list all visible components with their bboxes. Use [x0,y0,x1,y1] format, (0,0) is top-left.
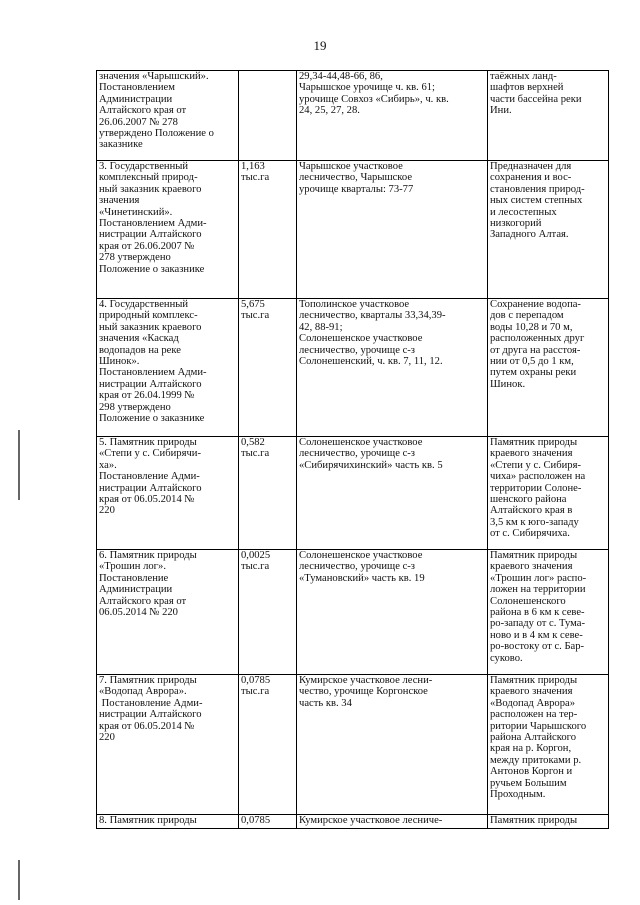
purpose-cell-line: чиха» расположен на [490,471,586,483]
object-name-cell-line: нистрации Алтайского [99,482,202,494]
location-cell-line: Тополинское участковое [299,299,410,310]
object-name-cell-line: 220 [99,505,115,517]
object-name-cell-line: Шинок». [99,356,140,368]
table-row [97,299,609,437]
location-cell-line: часть кв. 34 [299,697,352,709]
purpose-cell-line: Памятник природы [490,550,578,561]
table-row [97,437,609,550]
table-row [97,550,609,675]
object-name-cell-line: «Водопад Аврора». [99,686,187,698]
object-name-cell-line: 8. Памятник природы [99,815,197,826]
location-cell [297,71,488,161]
object-name-cell-line: ный заказник краевого [99,321,202,333]
object-name-cell-line: Администрации [99,93,173,105]
object-name-cell-line: Администрации [99,584,173,596]
purpose-cell [488,675,609,815]
table-body [97,71,609,829]
purpose-cell-line: Ини. [490,105,512,117]
area-cell: 0,0785 [239,815,297,829]
purpose-cell-line: сохранения и вос- [490,172,572,184]
object-name-cell-line: «Степи у с. Сибирячи- [99,448,201,460]
object-name-cell-line: края от 26.04.1999 № [99,390,195,402]
purpose-cell [488,437,609,550]
nature-reserves-table [96,70,609,829]
purpose-cell-line: ново и в 4 км к севе- [490,629,583,641]
location-cell-line: лесничество, урочище с-з [299,344,415,356]
object-name-cell-line: Постановлением [99,82,175,94]
object-name-cell-line: Постановлением Адми- [99,218,207,230]
object-name-cell [97,815,239,829]
purpose-cell-line: Западного Алтая. [490,229,569,241]
purpose-cell-line: таёжных ланд- [490,71,557,82]
purpose-cell-line: между притоками р. [490,754,582,766]
area-cell: 0,582 тыс.га [239,437,297,550]
object-name-cell-line: 298 утверждено [99,401,171,413]
purpose-cell-line: от друга на расстоя- [490,344,581,356]
object-name-cell [97,299,239,437]
area-cell: 0,0785 тыс.га [239,675,297,815]
location-cell [297,815,488,829]
purpose-cell-line: района в 6 км к севе- [490,607,585,619]
location-cell-line: Кумирское участковое лесниче- [299,815,443,826]
location-cell [297,550,488,675]
purpose-cell-line: Шинок. [490,378,526,390]
purpose-cell-line: «Трошин лог» распо- [490,572,587,584]
location-cell-line: лесничество, Чарышское [299,172,413,184]
object-name-cell-line: нистрации Алтайского [99,378,202,390]
object-name-cell-line: комплексный природ- [99,172,198,184]
purpose-cell-line: краевого значения [490,686,573,698]
location-cell-line: чество, урочище Коргонское [299,686,428,698]
area-cell: 1,163 тыс.га [239,161,297,299]
location-cell-line: Чарышское участковое [299,161,403,172]
purpose-cell-line: расположенных друг [490,333,585,345]
purpose-cell-line: Памятник природы [490,437,578,448]
object-name-cell-line: Алтайского края от [99,595,187,607]
object-name-cell-line: 26.06.2007 № 278 [99,116,178,128]
area-cell: 0,0025 тыс.га [239,550,297,675]
location-cell-line: лесничество, кварталы 33,34,39- [299,310,446,322]
object-name-cell-line: 3. Государственный [99,161,189,172]
object-name-cell-line: 06.05.2014 № 220 [99,607,178,619]
purpose-cell-line: расположен на тер- [490,709,578,721]
purpose-cell-line: становления природ- [490,183,585,195]
purpose-cell-line: путем охраны реки [490,367,577,379]
location-cell-line: «Тумановский» часть кв. 19 [299,572,425,584]
location-cell-line: Солонешенское участковое [299,550,423,561]
purpose-cell-line: краевого значения [490,448,573,460]
purpose-cell-line: Памятник природы [490,675,578,686]
location-cell-line: урочище кварталы: 73-77 [299,183,414,195]
object-name-cell-line: 5. Памятник природы [99,437,197,448]
purpose-cell [488,299,609,437]
object-name-cell [97,161,239,299]
purpose-cell-line: Солонешенского [490,595,566,607]
object-name-cell [97,675,239,815]
purpose-cell-line: краевого значения [490,561,573,573]
purpose-cell-line: части бассейна реки [490,93,582,105]
purpose-cell [488,815,609,829]
purpose-cell-line: района Алтайского [490,732,577,744]
purpose-cell-line: воды 10,28 и 70 м, [490,321,573,333]
purpose-cell-line: ных систем степных [490,195,583,207]
purpose-cell-line: шенского района [490,494,567,506]
object-name-cell-line: значения «Чарышский». [99,71,209,82]
purpose-cell-line: дов с перепадом [490,310,564,322]
area-cell: 5,675 тыс.га [239,299,297,437]
margin-mark [18,860,20,900]
object-name-cell-line: «Трошин лог». [99,561,166,573]
location-cell-line: Солонешенское участковое [299,333,423,345]
object-name-cell-line: 6. Памятник природы [99,550,197,561]
location-cell-line: 24, 25, 27, 28. [299,105,360,117]
object-name-cell-line: природный комплекс- [99,310,198,322]
object-name-cell-line: Постановление Адми- [99,697,203,709]
location-cell-line: «Сибирячихинский» часть кв. 5 [299,459,443,471]
object-name-cell [97,550,239,675]
location-cell-line: Солонешенский, ч. кв. 7, 11, 12. [299,356,443,368]
location-cell-line: 42, 88-91; [299,321,343,333]
purpose-cell-line: Алтайского края в [490,505,573,517]
object-name-cell-line: нистрации Алтайского [99,709,202,721]
location-cell [297,437,488,550]
purpose-cell-line: «Водопад Аврора» [490,697,575,709]
page-number: 19 [313,38,327,53]
object-name-cell-line: края от 26.06.2007 № [99,240,195,252]
object-name-cell [97,437,239,550]
object-name-cell-line: края от 06.05.2014 № [99,494,195,506]
margin-mark [18,430,20,500]
area-cell [239,71,297,161]
purpose-cell-line: ро-востоку от с. Бар- [490,641,585,653]
purpose-cell [488,71,609,161]
purpose-cell-line: нии от 0,5 до 1 км, [490,356,574,368]
location-cell-line: урочище Совхоз «Сибирь», ч. кв. [299,93,449,105]
object-name-cell-line: утверждено Положение о [99,128,214,140]
location-cell-line: лесничество, урочище с-з [299,448,415,460]
purpose-cell-line: Памятник природы [490,815,578,826]
purpose-cell-line: края на р. Коргон, [490,743,572,755]
object-name-cell-line: Положение о заказнике [99,263,205,275]
object-name-cell-line: Постановлением Адми- [99,367,207,379]
purpose-cell-line: ро-западу от с. Тума- [490,618,585,630]
purpose-cell-line: ручьем Большим [490,777,567,789]
purpose-cell [488,550,609,675]
object-name-cell-line: заказнике [99,139,143,151]
location-cell-line: Кумирское участковое лесни- [299,675,433,686]
purpose-cell-line: суково. [490,652,523,664]
purpose-cell-line: Антонов Коргон и [490,766,573,778]
location-cell-line: Чарышское урочище ч. кв. 61; [299,82,435,94]
object-name-cell-line: края от 06.05.2014 № [99,720,195,732]
purpose-cell-line: низкогорий [490,218,542,230]
location-cell [297,675,488,815]
purpose-cell [488,161,609,299]
purpose-cell-line: Предназначен для [490,161,572,172]
object-name-cell-line: нистрации Алтайского [99,229,202,241]
object-name-cell-line: ха». [99,459,117,471]
object-name-cell-line: водопадов на реке [99,344,181,356]
purpose-cell-line: Проходным. [490,789,546,801]
object-name-cell-line: «Чинетинский». [99,206,173,218]
purpose-cell-line: 3,5 км к юго-западу [490,516,579,528]
purpose-cell-line: «Степи у с. Сибиря- [490,459,581,471]
purpose-cell-line: от с. Сибирячиха. [490,528,570,540]
purpose-cell-line: ложен на территории [490,584,586,596]
purpose-cell-line: территории Солоне- [490,482,582,494]
table-row [97,161,609,299]
object-name-cell-line: Постановление [99,572,169,584]
location-cell-line: Солонешенское участковое [299,437,423,448]
object-name-cell-line: Постановление Адми- [99,471,200,483]
purpose-cell-line: ритории Чарышского [490,720,587,732]
table-row [97,815,609,829]
object-name-cell-line: 278 утверждено [99,252,171,264]
purpose-cell-line: и лесостепных [490,206,557,218]
table-row [97,71,609,161]
table-row [97,675,609,815]
object-name-cell-line: 220 [99,732,115,744]
object-name-cell-line: 7. Памятник природы [99,675,197,686]
object-name-cell [97,71,239,161]
object-name-cell-line: Положение о заказнике [99,413,205,425]
object-name-cell-line: ный заказник краевого [99,183,202,195]
location-cell [297,161,488,299]
purpose-cell-line: Сохранение водопа- [490,299,581,310]
object-name-cell-line: значения [99,195,140,207]
purpose-cell-line: шафтов верхней [490,82,564,94]
location-cell-line: лесничество, урочище с-з [299,561,415,573]
object-name-cell-line: 4. Государственный [99,299,189,310]
object-name-cell-line: Алтайского края от [99,105,187,117]
object-name-cell-line: значения «Каскад [99,333,179,345]
location-cell [297,299,488,437]
location-cell-line: 29,34-44,48-66, 86, [299,71,383,82]
